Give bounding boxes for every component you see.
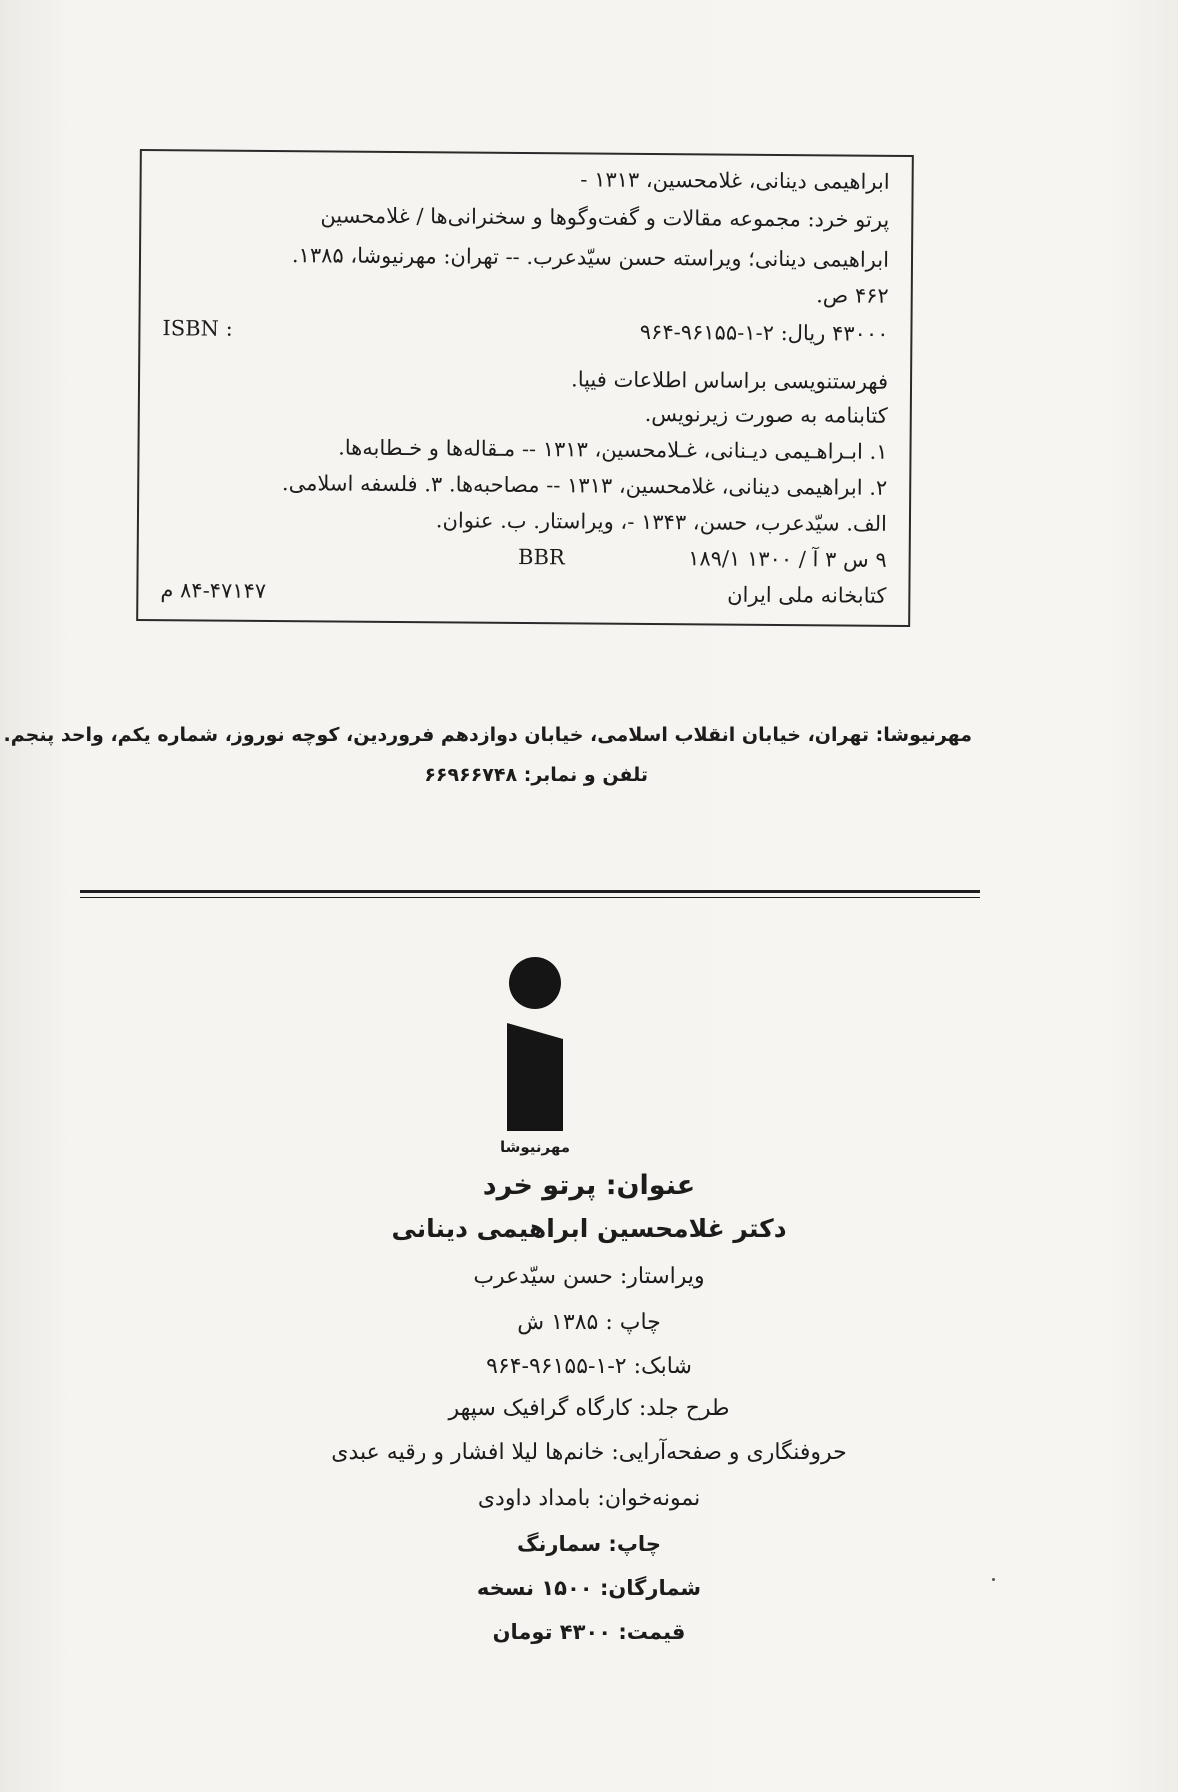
separator-rule-thick [80, 890, 980, 893]
separator-rule-thin [80, 897, 980, 898]
cover-design: طرح جلد: کارگاه گرافیک سپهر [448, 1396, 730, 1421]
catalog-library-line [160, 575, 886, 611]
publisher-phone: تلفن و نمابر: ۶۶۹۶۶۷۴۸ [424, 764, 648, 786]
typesetting: حروفنگاری و صفحه‌آرایی: خانم‌ها لیلا افشار و رقیه عبدی [331, 1440, 847, 1465]
book-title: عنوان: پرتو خرد [482, 1170, 696, 1201]
catalog-library-number: ۸۴-۴۷۱۴۷ م [160, 578, 267, 603]
catalog-classification-code: BBR [518, 544, 565, 570]
publisher-logo-label: مهرنیوشا [499, 1138, 571, 1156]
cataloging-box [136, 149, 914, 627]
catalog-bibliography-line: کتابنامه به صورت زیرنویس. [644, 401, 888, 428]
catalog-imprint-line: ابراهیمی دینانی؛ ویراسته حسن سیّدعرب. -- تهران: مهرنیوشا، ۱۳۸۵. [291, 243, 890, 272]
catalog-author-line: ابراهیمی دینانی، غلامحسین، ۱۳۱۳ - [580, 167, 890, 194]
catalog-classification-line [161, 539, 887, 575]
publisher-logo-icon [503, 955, 567, 1133]
catalog-pages-line: ۴۶۲ ص. [816, 283, 889, 308]
print-date: چاپ : ۱۳۸۵ ش [517, 1310, 661, 1335]
printer: چاپ: سمارنگ [517, 1532, 661, 1556]
book-isbn: شابک: ۲-۱-۹۶۱۵۵-۹۶۴ [486, 1354, 692, 1379]
catalog-subject-2: ۲. ابراهیمی دینانی، غلامحسین، ۱۳۱۳ -- مصاحبه‌ها. ۳. فلسفه اسلامی. [281, 471, 888, 500]
catalog-classification: ۹ س ۳ آ / ۱۳۰۰ [746, 546, 887, 572]
paper-speck [992, 1578, 995, 1581]
publisher-address: مهرنیوشا: تهران، خیابان انقلاب اسلامی، خیابان دوازدهم فروردین، کوچه نوروز، شماره یکم، واحد پنجم. [3, 724, 972, 746]
proofreader: نمونه‌خوان: بامداد داودی [477, 1486, 701, 1511]
catalog-added-entries: الف. سیّدعرب، حسن، ۱۳۴۳ -، ویراستار. ب. عنوان. [435, 508, 888, 536]
catalog-isbn-label: ISBN : [162, 316, 233, 341]
catalog-subject-1: ۱. ابـراهـیمی دیـنانی، غـلامحسین، ۱۳۱۳ -- مـقاله‌ها و خـطابه‌ها. [338, 435, 888, 464]
book-editor: ویراستار: حسن سیّدعرب [473, 1264, 705, 1289]
catalog-price-isbn-line [162, 313, 888, 349]
book-author: دکتر غلامحسین ابراهیمی دینانی [391, 1214, 787, 1243]
catalog-fipa-line: فهرستنویسی براساس اطلاعات فیپا. [570, 367, 889, 394]
catalog-title-line: پرتو خرد: مجموعه مقالات و گفت‌وگوها و سخنرانی‌ها / غلامحسین [320, 203, 890, 232]
catalog-dewey: ۱۸۹/۱ [688, 546, 741, 571]
catalog-library: کتابخانه ملی ایران [727, 582, 887, 608]
circulation: شمارگان: ۱۵۰۰ نسخه [476, 1576, 702, 1600]
book-price: قیمت: ۴۳۰۰ تومان [492, 1620, 686, 1644]
catalog-price: ۴۳۰۰۰ ریال: ۲-۱-۹۶۱۵۵-۹۶۴ [639, 319, 889, 346]
